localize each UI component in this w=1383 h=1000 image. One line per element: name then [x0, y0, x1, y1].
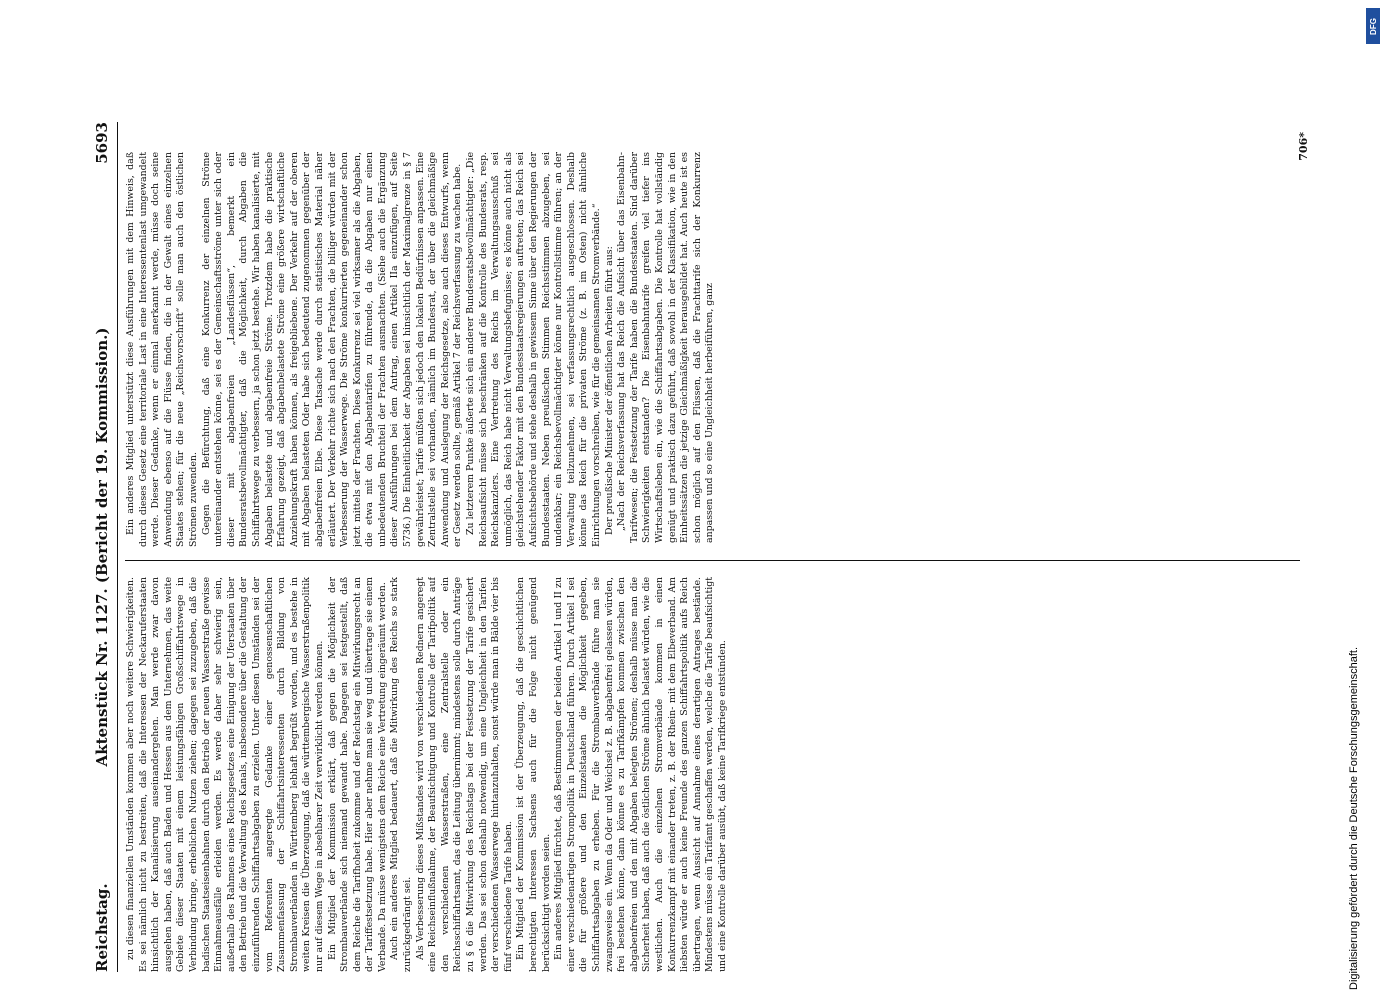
paragraph: Ein anderes Mitglied fürchtet, daß Bestimmungen der beiden Artikel I und II zu einer verschiedenartigen Strompolitik in Deutschland führen. Durch Artikel I sei die für größere und den Einzelstaaten die Möglichkeit gegeben, Schiffahrtsabgaben zu erheben. Für die Strombauverbände führe man sie zwangsweise ein. Wenn da Oder und Weichsel z. B. abgabenfrei gelassen würden, frei bestehen könne, dann könne es zu Tarifkämpfen kommen zwischen den abgabenfreien und den mit Abgaben belegten Strömen; deshalb müsse man die Sicherheit haben, daß auch die östlichen Ströme ähnlich belastet würden, wie die westlichen. Auch die einzelnen Stromverbände kommen in einen Konkurrenzkampf mit einander treten, z. B. der Rhein- mit dem Elbeverband. Am liebsten würde er auch keine Freunde des ganzen Schiffahrtspolitik aufs Reich übertragen, wenn Aussicht auf Annahme eines derartigen Antrages bestände. Mindestens müsse ein Tarifamt geschaffen werden, welche die Tarife beaufsichtigt und eine Kontrolle darüber ausübt, daß keine Tarifkriege entstünden. [553, 577, 728, 972]
dfg-logo [1366, 8, 1380, 44]
dfg-logo-text: DFG [1368, 17, 1378, 35]
paragraph: Der preußische Minister der öffentlichen Arbeiten führt aus: [603, 246, 615, 535]
paragraph: Zu letzterem Punkte äußerte sich ein anderer Bundesratsbevollmächtigter: „Die Reichsaufsicht müsse sich beschränken auf die Kontrolle des Bundesrats, resp. Reichskanzlers. Eine Vertretung des Reichs im Verwaltungsausschuß sei unmöglich, das Reich habe nicht Verwaltungsbefugnisse; es könne auch nicht als gleichstehender Faktor mit den Bundesstaatsregierungen auftreten; das Reich sei Aufsichtsbehörde und stehe deshalb in gewissem Sinne über den Regierungen der Bundesstaaten. Neben preußischen Stimmen Reichsstimmen abzugeben, sei undenkbar; ein Reichsbevollmächtigter könne nur Kontrollstimme führen; an der Verwaltung teilzunehmen, sei verfassungsrechtlich ausgeschlossen. Deshalb könne das Reich für die privaten Ströme (z. B. im Osten) nicht ähnliche Einrichtungen vorschreiben, wie für die gemeinsamen Stromverbände.“ [465, 152, 602, 547]
paragraph: Als Verbesserung dieses Mißstandes wird von verschiedenen Rednern angeregt eine Reichseinflußnahme, der Beaufsichtigung und Kontrolle der Tarifpolitik auf den verschiedenen Wasserstraßen, eine Zentralstelle oder ein Reichsschiffahrtsamt, das die Leitung übernimmt; mindestens solle durch Anträge zu § 6 die Mitwirkung des Reichstags bei der Festsetzung der Tarife gesichert werden. Das sei schon deshalb notwendig, um eine Ungleichheit in den Tarifen der verschiedenen Wasserwege hintanzuhalten, sonst würde man in Bälde vier bis fünf verschiedene Tarife haben. [414, 577, 514, 972]
digitization-note [1348, 10, 1360, 990]
column-divider [125, 560, 1300, 561]
header-rule [117, 122, 118, 972]
paragraph: „Nach der Reichsverfassung hat das Reich die Aufsicht über das Eisenbahn-Tarifwesen; die Festsetzung der Tarife haben die Bundesstaaten. Sind darüber Schwierigkeiten entstanden? Die Eisenbahntarife greifen viel tiefer ins Wirtschaftsleben ein, wie die Schiffahrtsabgaben. Die Kontrolle hat vollständig genügt und praktisch dazu geführt, daß sowohl in der Klassifikation, wie in den Einheitssätzen die jetzige Gleichmäßigkeit herausgebildet hat. Auch heute ist es schon möglich auf den Flüssen, daß die Frachttarife sich der Konkurrenz anpassen und so eine Ungleichheit herbeiführen, ganz [616, 152, 716, 543]
right-column [125, 152, 1310, 547]
digitization-note-text: Digitalisierung gefördert durch die Deutsche Forschungsgemeinschaft. [1348, 646, 1360, 990]
page-signature: 706* [1297, 132, 1310, 161]
document-page [85, 122, 1310, 972]
page-header [85, 122, 119, 972]
left-column [125, 577, 1310, 972]
paragraph: Ein anderes Mitglied unterstützt diese Ausführungen mit dem Hinweis, daß durch dieses Gesetz eine territoriale Last in eine Interessentenlast umgewandelt werde. Dieser Gedanke, wenn er einmal anerkannt werde, müsse doch seine Anwendung ebenso auf die Flüsse finden, die in der Gewalt eines einzelnen Staates stehen; für die neue „Reichsvorschrift“ solle man auch den östlichen Strömen zuwenden. [125, 152, 199, 547]
header-aktenstueck: Aktenstück Nr. 1127. (Bericht der 19. Kommission.) [93, 327, 111, 767]
paragraph: Gegen die Befürchtung, daß eine Konkurrenz der einzelnen Ströme untereinander entstehen könne, sei es der Gemeinschaftsströme unter sich oder dieser mit abgabenfreien „Landesflüssen“, bemerkt ein Bundesratsbevollmächtigter, daß die Möglichkeit, durch Abgaben die Schiffahrtswege zu verbessern, ja schon jetzt bestehe. Wir haben kanalisierte, mit Abgaben belastete und abgabenfreie Ströme. Trotzdem habe die praktische Erfahrung gezeigt, daß abgabenbelastete Ströme eine größere wirtschaftliche Anziehungskraft haben können, als freigebliebene. Der Verkehr auf der oberen mit Abgaben belasteten Oder habe sich bedeutend zugenommen gegenüber der abgabenfreien Elbe. Diese Tatsache werde durch statistisches Material näher erläutert. Der Verkehr richte sich nach den Frachten, die billiger würden mit der Verbesserung der Wasserwege. Die Ströme konkurrierten gegeneinander schon jetzt mittels der Frachten. Diese Konkurrenz sei viel wirksamer als die Abgaben, die etwa mit den Abgabentarifen zu führende, da die Abgaben nur einen unbedeutenden Bruchteil der Frachten ausmachten. (Siehe auch die Ergänzung dieser Ausführungen bei dem Antrag, einen Artikel IIa einzufügen, auf Seite 5736.) Die Einheitlichkeit der Abgaben sei hinsichtlich der Maximalgrenze in § 7 gewährleistet; Tarife müßten sich jedoch den lokalen Bedürfnissen anpassen. Eine Zentralstelle sei vorhanden, nämlich im Bundesrat, der über die gleichmäßige Anwendung und Auslegung der Reichsgesetze, also auch dieses Entwurfs, wenn er Gesetz werden sollte, gemäß Artikel 7 der Reichsverfassung zu wachen habe. [200, 152, 464, 547]
paragraph: Auch ein anderes Mitglied bedauert, daß die Mitwirkung des Reichs so stark zurückgedrängt sei. [389, 577, 414, 972]
paragraph: Ein Mitglied der Kommission erklärt, daß gegen die Möglichkeit der Strombauverbände sich niemand gewandt habe. Dagegen sei festgestellt, daß dem Reiche die Tarifhoheit zukomme und der Reichstag ein Mitwirkungsrecht an der Tariffestsetzung habe. Hier aber nehme man sie weg und übertrage sie einem Verbande. Da müsse wenigstens dem Reiche eine Vertretung eingeräumt werden. [326, 577, 388, 972]
paragraph: zu diesen finanziellen Umständen kommen aber noch weitere Schwierigkeiten. Es sei nämlich nicht zu bestreiten, daß die Interessen der Neckaruferstaaten hinsichtlich der Kanalisierung auseinandergehen. Man werde zwar davon ausgehen haben, daß auch Baden und Hessen aus dem Unternehmen, das weite Gebiete dieser Staaten mit einem leistungsfähigen Großschiffahrtswege in Verbindung bringe, erheblichen Nutzen ziehen; dagegen sei zuzugeben, daß die badischen Staatseisenbahnen durch den Betrieb der neuen Wasserstraße gewisse Einnahmeausfälle erleiden werden. Es werde daher sehr schwierig sein, außerhalb des Rahmens eines Reichsgesetzes eine Einigung der Uferstaaten über den Betrieb und die Verwaltung des Kanals, insbesondere über die Gestaltung der einzuführenden Schiffahrtsabgaben zu erzielen. Unter diesen Umständen sei der vom Referenten angeregte Gedanke einer genossenschaftlichen Zusammenfassung der Schiffahrtsinteressenten durch Bildung von Strombauverbänden in Württemberg lebhaft begrüßt worden, und es bestehe in weiten Kreisen die Überzeugung, daß die württembergische Wasserstraßenpolitik nur auf diesem Wege in absehbarer Zeit verwirklicht werden können. [125, 577, 325, 972]
paragraph: Ein Mitglied der Kommission ist der Überzeugung, daß die geschichtlichen berechtigten Interessen Sachsens auch für die Folge nicht genügend berücksichtigt worden seien. [515, 577, 552, 972]
header-reichstag: Reichstag. [93, 883, 111, 972]
page-number: 5693 [93, 122, 111, 164]
